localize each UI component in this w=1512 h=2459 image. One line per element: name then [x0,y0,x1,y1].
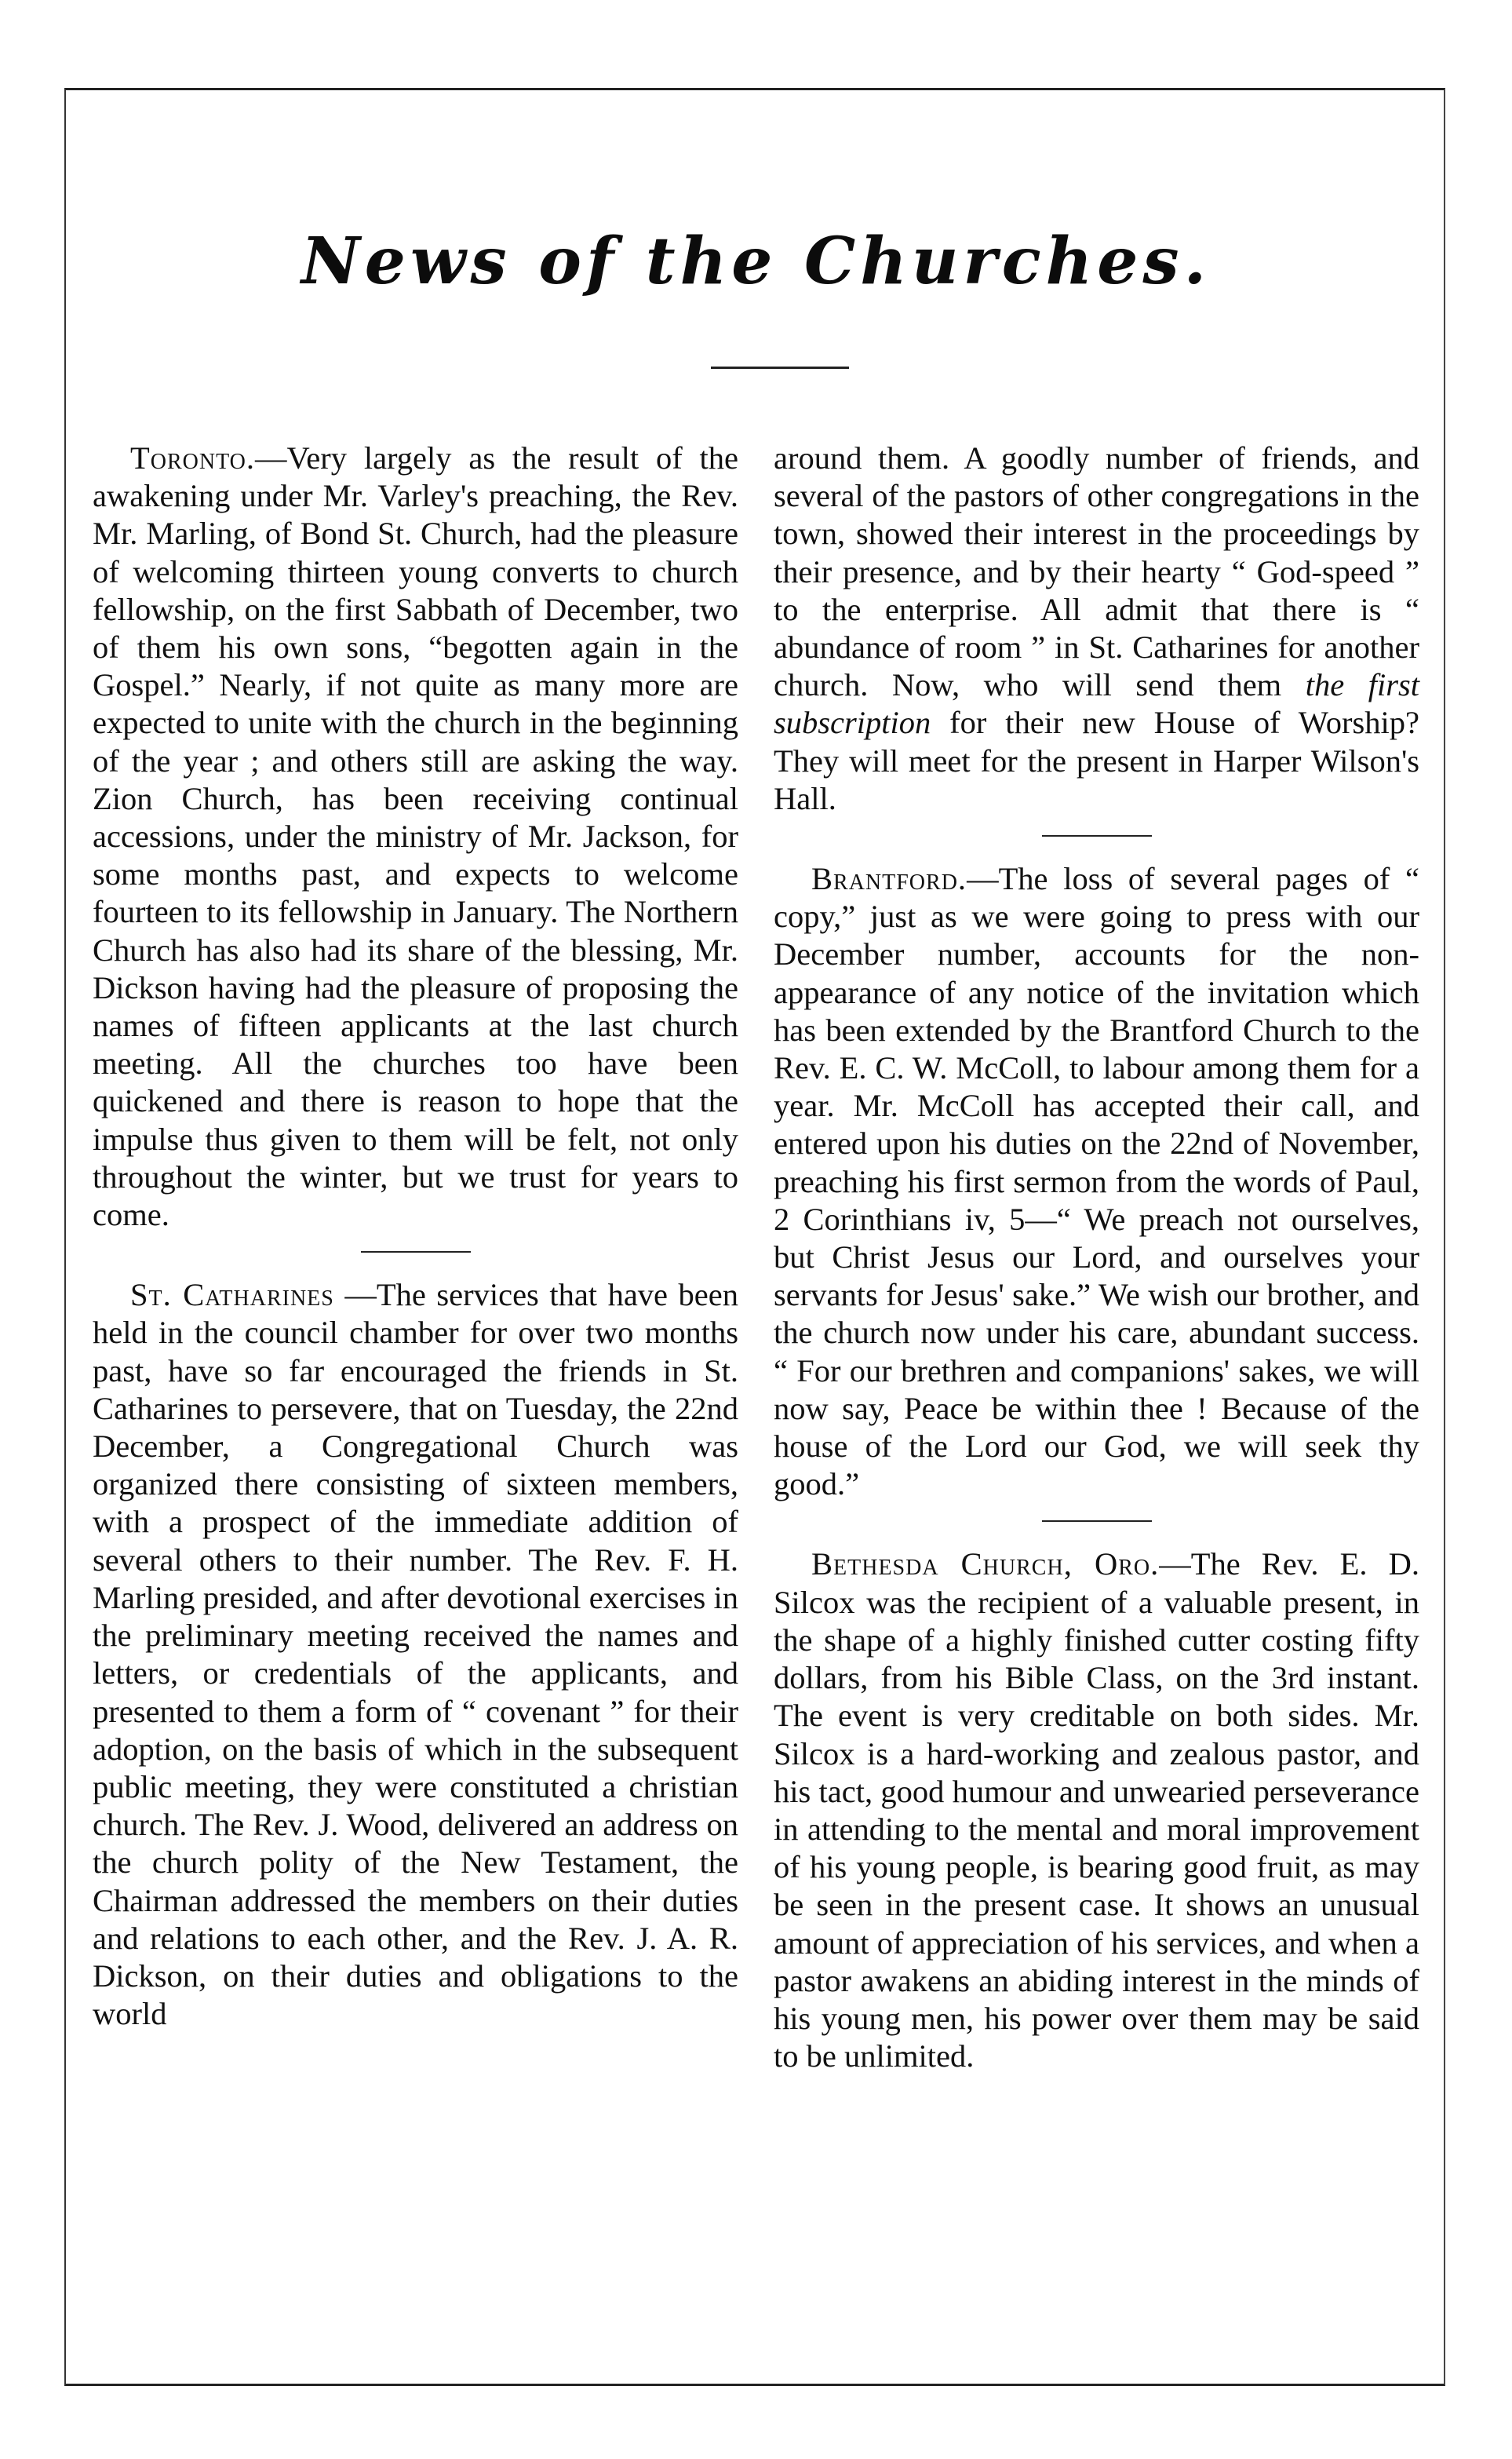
article-heading: Toronto. [130,440,256,476]
right-column [774,440,1419,2075]
article-emphasis: the first subscription [774,667,1419,741]
article-heading: Bethesda Church, Oro. [811,1546,1160,1582]
section-separator [1042,835,1152,837]
article-bethesda-church [774,1545,1419,2075]
article-toronto [93,440,738,1234]
article-text: —The services that have been held in the council chamber for over two months past, have so far encouraged the friends in St. Catharines to persevere, that on Tuesday, the 22nd December, a Congregational Church was organized there consisting of sixteen members, with a prospect of the immediate addition of several others to their number. The Rev. F. H. Marling presided, and after devotional exercises in the preliminary meeting received the names and letters, or credentials of the applicants, and presented to them a form of “ covenant ” for their adoption, on the basis of which in the subsequent public meeting, they were constituted a christian church. The Rev. J. Wood, delivered an address on the church polity of the New Testament, the Chairman addressed the members on their duties and relations to each other, and the Rev. J. A. R. Dickson, on their duties and obligations to the world [93,1277,739,2032]
section-separator [1042,1520,1152,1522]
title-rule [711,367,849,369]
article-text: for their new House of Worship? They will meet for the present in Harper Wilson's Hall. [774,705,1419,816]
article-text: —Very largely as the result of the awakening under Mr. Varley's preaching, the Rev. Mr. Marling, of Bond St. Church, had the pleasure of welcoming thirteen young converts to church fellowship, on the first Sabbath of December, two of them his own sons, “begotten again in the Gospel.” Nearly, if not quite as many more are expected to unite with the church in the beginning of the year ; and others still are asking the way. Zion Church, has been receiving continual accessions, under the ministry of Mr. Jackson, for some months past, and expects to welcome fourteen to its fellowship in January. The Northern Church has also had its share of the blessing, Mr. Dickson having had the pleasure of proposing the names of fifteen applicants at the last church meeting. All the churches too have been quickened and there is reason to hope that the impulse thus given to them will be felt, not only throughout the winter, but we trust for years to come. [93,440,738,1233]
left-column [93,440,738,2033]
page-title: News of the Churches. [301,224,1211,299]
section-separator [361,1251,471,1253]
article-st-catharines [93,1276,738,2033]
article-brantford [774,860,1419,1503]
article-text: —The loss of several pages of “ copy,” just as we were going to press with our December number, accounts for the non-appearance of any notice of the invitation which has been extended by the Brantford Church to the Rev. E. C. W. McColl, to labour among them for a year. Mr. McColl has accepted their call, and entered upon his duties on the 22nd of November, preaching his first sermon from the words of Paul, 2 Corinthians iv, 5—“ We preach not ourselves, but Christ Jesus our Lord, and ourselves your servants for Jesus' sake.” We wish our brother, and the church now under his care, abundant success. “ For our brethren and companions' sakes, we will now say, Peace be within thee ! Because of the house of the Lord our God, we will seek thy good.” [774,861,1419,1502]
article-text: —The Rev. E. D. Silcox was the recipient of a valuable present, in the shape of a highly finished cutter costing fifty dollars, from his Bible Class, on the 3rd instant. The event is very creditable on both sides. Mr. Silcox is a hard-working and zealous pastor, and his tact, good humour and unwearied perseverance in attending to the mental and moral improvement of his young people, is bearing good fruit, as may be seen in the present case. It shows an unusual amount of appreciation of his services, and when a pastor awakens an abiding interest in the minds of his young men, his power over them may be said to be unlimited. [774,1546,1420,2074]
article-heading: Brantford. [811,861,967,897]
article-heading: St. Catharines [130,1277,334,1313]
article-st-catharines-continued [774,440,1419,818]
article-text: around them. A goodly number of friends, and several of the pastors of other congregations in the town, showed their interest in the proceedings by their presence, and by their hearty “ God-speed ” to the enterprise. All admit that there is “ abundance of room ” in St. Catharines for another church. Now, who will send them [774,440,1419,703]
